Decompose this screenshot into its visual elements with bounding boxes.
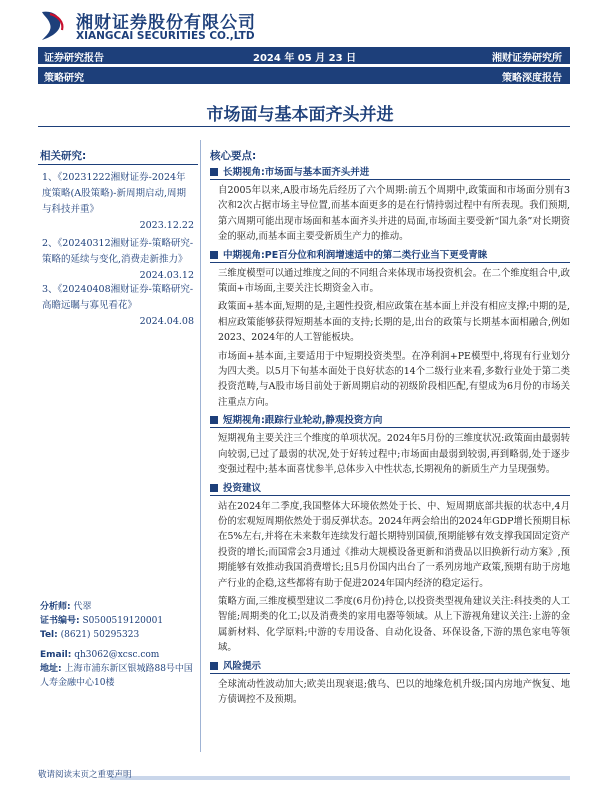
footer-stripe	[110, 776, 570, 780]
related-ref-3[interactable]: 3、《20240408湘财证券-策略研究-高瞻远瞩与寡见看花》 2024.04.08	[42, 284, 194, 327]
header-band-top	[38, 47, 570, 64]
section-bullet-icon	[210, 416, 218, 424]
cert-label: 证书编号:	[40, 616, 80, 626]
section-risk-warning: 风险提示	[210, 658, 570, 674]
section-bullet-icon	[210, 168, 218, 176]
section-bullet-icon	[210, 251, 218, 259]
related-ref-2[interactable]: 2、《20240312湘财证券-策略研究-策略的延续与变化,消费走新推力》 2024.03.12	[42, 238, 194, 281]
section-short-term: 短期视角:跟踪行业轮动,静观投资方向	[210, 412, 570, 428]
related-divider	[38, 164, 198, 165]
address: 上海市浦东新区银城路88号中国人寿金融中心10楼	[40, 664, 193, 688]
section-long-term: 长期视角:市场面与基本面齐头并进	[210, 164, 570, 180]
report-type: 证券研究报告	[44, 53, 104, 64]
report-category: 策略研究	[44, 73, 84, 84]
report-date: 2024 年 05 月 23 日	[253, 53, 357, 64]
tel-number: (8621) 50295323	[60, 630, 140, 640]
analyst-info	[40, 600, 198, 690]
section-bullet-icon	[210, 484, 218, 492]
company-name-cn: 湘财证券股份有限公司	[76, 13, 256, 33]
para-risk-1: 全球流动性波动加大;欧美出现衰退;俄乌、巴以的地缘危机升级;国内房地产恢复、地方债调控不及预期。	[218, 678, 570, 705]
related-ref-1[interactable]: 1、《20231222湘财证券-2024年度策略(A股策略)-新周期启动,周期与科技并重》 2023.12.22	[42, 172, 194, 231]
title-divider	[38, 126, 570, 127]
para-short-term-1: 短期视角主要关注三个维度的单项状况。2024年5月份的三维度状况:政策面由最弱转向较弱,已过了最弱的状况,处于好转过程中;市场面由最弱到较弱,再到略弱,处于逐步变强过程中;基本面喜忧参半,总体步入中性状态,长期视角的新质生产力呈现强势。	[218, 433, 570, 476]
para-mid-term-2: 政策面+基本面,短期的是,主题性投资,相应政策在基本面上并没有相应支撑;中期的是,相应政策能够获得短期基本面的支持;长期的是,出台的政策与长期基本面相融合,例如2023、2024年的人工智能板块。	[218, 301, 570, 344]
para-mid-term-1: 三维度模型可以通过维度之间的不同组合来体现市场投资机会。在二个维度组合中,政策面+市场面,主要关注长期资金入市。	[218, 267, 570, 295]
para-long-term-1: 自2005年以来,A股市场先后经历了六个周期:前五个周期中,政策面和市场面分别有3次和2次占据市场主导位置,而基本面更多的是在行情持弱过程中有所表现。我们预期,第六周期可能出现市场面和基本面齐头并进的局面,市场面主要受新“国九条”对长期资金的驱动,而基本面主要受新质生产力的推动。	[218, 185, 570, 243]
para-mid-term-3: 市场面+基本面,主要适用于中短期投资类型。在净利润+PE模型中,将现有行业划分为四大类。以5月下旬基本面处于良好状态的14个二级行业来看,多数行业处于第二类投资范畴,与A股市场目前处于新周期启动的初级阶段相匹配,有望成为6月份的市场关注重点方向。	[218, 350, 570, 408]
header-band-bottom	[38, 67, 570, 84]
section-bullet-icon	[210, 662, 218, 670]
cert-number: S0500519120001	[82, 616, 164, 626]
email-address[interactable]: qh3062@xcsc.com	[74, 650, 160, 660]
para-advice-1: 站在2024年二季度,我国整体大环境依然处于长、中、短周期底部共振的状态中,4月份的宏观短周期依然处于弱反弹状态。2024年两会给出的2024年GDP增长预期目标在5%左右,并将在未来数年连续发行超长期特别国债,预期能够有效支撑我国固定资产投资的增长;而国常会3月通过《推动大规模设备更新和消费品以旧换新行动方案》,预期能够有效推动我国消费增长;且5月份国内出台了一系列房地产政策,预期有助于房地产行业的企稳,这些都将有助于促进2024年国内经济的稳定运行。	[218, 500, 570, 589]
page-title: 市场面与基本面齐头并进	[206, 105, 394, 125]
company-name-en: XIANGCAI SECURITIES CO.,LTD	[76, 30, 255, 42]
tel-label: Tel:	[40, 630, 58, 640]
section-mid-term: 中期视角:PE百分位和利润增速适中的第二类行业当下更受青睐	[210, 247, 570, 263]
column-divider	[200, 140, 201, 752]
related-research-heading: 相关研究:	[40, 150, 87, 162]
analyst-name-label: 分析师:	[40, 602, 71, 612]
section-investment-advice: 投资建议	[210, 480, 570, 496]
report-subtype: 策略深度报告	[502, 73, 562, 84]
email-label: Email:	[40, 650, 72, 660]
analyst-name: 代翠	[73, 602, 92, 612]
core-points-heading: 核心要点:	[210, 150, 257, 162]
address-label: 地址:	[40, 664, 62, 674]
company-logo-icon	[38, 8, 66, 44]
core-points-body	[210, 164, 570, 707]
disclaimer-note[interactable]: 敬请阅读末页之重要声明	[38, 770, 132, 780]
institute-name: 湘财证券研究所	[492, 53, 562, 64]
para-advice-2: 策略方面,三维度模型建议二季度(6月份)持仓,以投资类型视角建议关注:科技类的人工智能;周期类的化工;以及消费类的家用电器等领域。从上下游视角建议关注:上游的金属新材料、化学原料;中游的专用设备、自动化设备、环保设备,下游的黑色家电等领域。	[218, 595, 570, 654]
